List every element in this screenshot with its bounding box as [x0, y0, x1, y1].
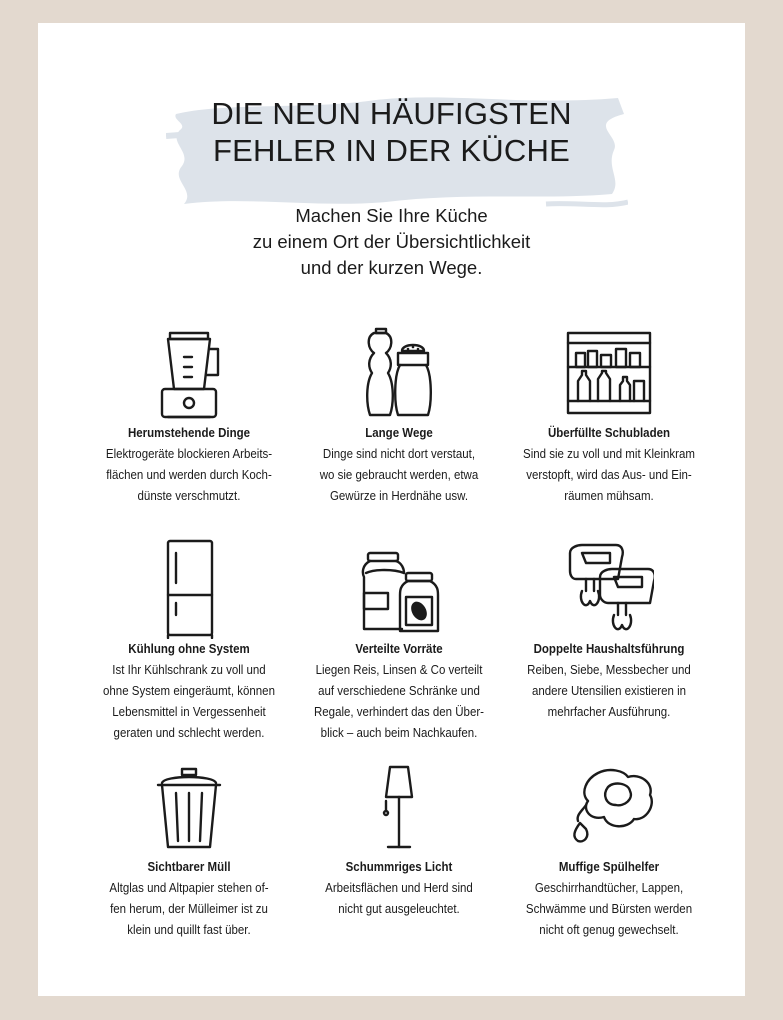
tip-description [302, 444, 495, 507]
tip-description [302, 660, 495, 744]
jars-icon [354, 539, 444, 639]
tip-title: Lange Wege [365, 426, 433, 440]
tip-doppelte-haushaltsfuehrung [504, 539, 714, 723]
tip-line: Altglas und Altpapier stehen of- [109, 881, 269, 895]
tip-verteilte-vorraete [294, 539, 504, 744]
subtitle-line-1: Machen Sie Ihre Küche [295, 205, 488, 226]
tip-line: verstopft, wird das Aus- und Ein- [526, 468, 692, 482]
tip-description [512, 660, 705, 723]
tip-line: Dinge sind nicht dort verstaut, [322, 447, 476, 461]
tip-lange-wege [294, 323, 504, 507]
subtitle [38, 203, 745, 281]
subtitle-line-3: und der kurzen Wege. [300, 257, 483, 278]
title-line-2: FEHLER IN DER KÜCHE [213, 133, 570, 168]
tip-description [92, 660, 285, 744]
tip-line: blick – auch beim Nachkaufen. [320, 726, 478, 740]
tip-line: Geschirrhandtücher, Lappen, [534, 881, 684, 895]
food-processor-icon [144, 323, 234, 423]
tip-description [92, 878, 285, 941]
tip-title: Kühlung ohne System [128, 642, 250, 656]
tip-description [512, 878, 705, 941]
tip-line: geraten und schlecht werden. [113, 726, 265, 740]
tip-line: räumen mühsam. [564, 489, 654, 503]
tip-line: nicht gut ausgeleuchtet. [338, 902, 460, 916]
tip-line: Arbeitsflächen und Herd sind [325, 881, 473, 895]
trash-can-icon [144, 765, 234, 849]
tip-line: wo sie gebraucht werden, etwa [319, 468, 479, 482]
tip-muffige-spuelhelfer [504, 765, 714, 941]
title-line-1: DIE NEUN HÄUFIGSTEN [211, 96, 572, 131]
tip-description [512, 444, 705, 507]
tip-line: Regale, verhindert das den Über- [313, 705, 485, 719]
tip-schummriges-licht [294, 765, 504, 920]
tip-title: Herumstehende Dinge [127, 426, 251, 440]
tip-line: Lebensmittel in Vergessenheit [112, 705, 266, 719]
tip-line: Schwämme und Bürsten werden [525, 902, 693, 916]
tip-line: Liegen Reis, Linsen & Co verteilt [315, 663, 483, 677]
subtitle-line-2: zu einem Ort der Übersichtlichkeit [252, 231, 531, 252]
tip-title: Überfüllte Schubladen [547, 426, 671, 440]
tip-title: Muffige Spülhelfer [558, 860, 660, 874]
tip-line: dünste verschmutzt. [137, 489, 241, 503]
tip-title: Verteilte Vorräte [355, 642, 443, 656]
tip-description [302, 878, 495, 920]
tip-sichtbarer-muell [84, 765, 294, 941]
tip-line: Reiben, Siebe, Messbecher und [527, 663, 691, 677]
hand-mixer-icon [564, 539, 654, 639]
tip-line: flächen und werden durch Koch- [106, 468, 272, 482]
tip-description [92, 444, 285, 507]
tip-line: klein und quillt fast über. [127, 923, 251, 937]
tip-title: Schummriges Licht [345, 860, 453, 874]
shelf-icon [564, 323, 654, 423]
tip-line: Elektrogeräte blockieren Arbeits- [105, 447, 273, 461]
tip-line: fen herum, der Mülleimer ist zu [110, 902, 268, 916]
tip-herumstehende-dinge [84, 323, 294, 507]
tip-title: Sichtbarer Müll [147, 860, 231, 874]
tip-line: Ist Ihr Kühlschrank zu voll und [112, 663, 266, 677]
tip-line: mehrfacher Ausführung. [547, 705, 671, 719]
tip-line: nicht oft genug gewechselt. [539, 923, 679, 937]
page [38, 23, 745, 996]
tip-line: auf verschiedene Schränke und [318, 684, 480, 698]
tip-line: andere Utensilien existieren in [531, 684, 687, 698]
page-title [38, 95, 745, 169]
tip-kuehlung-ohne-system [84, 539, 294, 744]
tip-line: ohne System eingeräumt, können [103, 684, 275, 698]
salt-pepper-icon [354, 323, 444, 423]
tip-title: Doppelte Haushaltsführung [533, 642, 685, 656]
tip-line: Gewürze in Herdnähe usw. [329, 489, 469, 503]
title-block [38, 78, 745, 218]
sponge-icon [564, 765, 654, 849]
tip-ueberfuellte-schubladen [504, 323, 714, 507]
floor-lamp-icon [354, 765, 444, 849]
fridge-icon [144, 539, 234, 639]
tip-line: Sind sie zu voll und mit Kleinkram [523, 447, 695, 461]
